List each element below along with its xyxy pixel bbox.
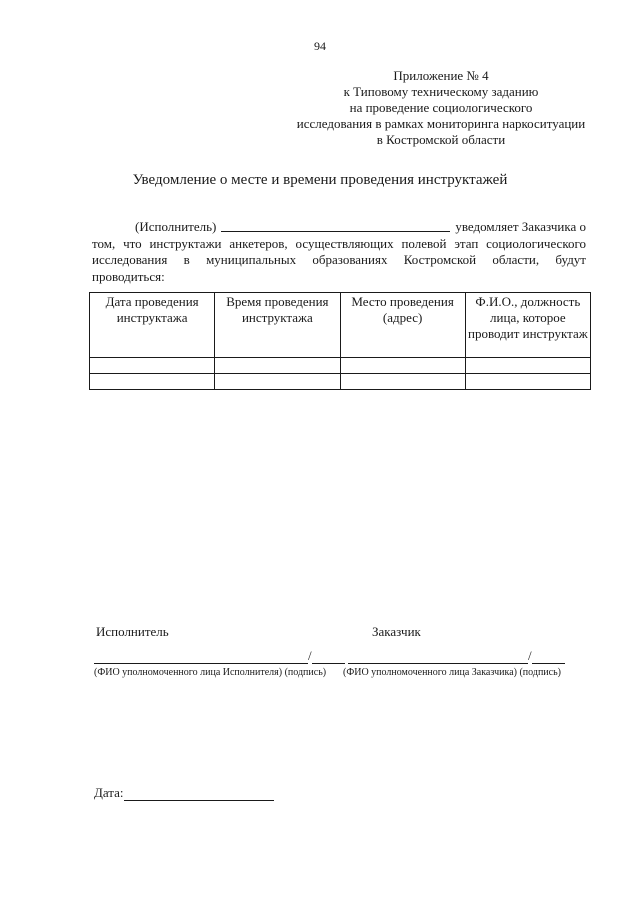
word: исследования xyxy=(92,252,168,267)
paragraph-line-4: проводиться: xyxy=(92,268,165,284)
annex-line: в Костромской области xyxy=(376,132,506,147)
header-person: Ф.И.О., должность лица, которое проводит инструктаж xyxy=(465,293,590,358)
table-cell[interactable] xyxy=(340,358,465,374)
signature-slash: / xyxy=(308,648,312,663)
header-time: Время проведения инструктажа xyxy=(215,293,340,358)
word: области, xyxy=(492,252,540,267)
executor-label: Исполнитель xyxy=(96,624,169,639)
customer-label: Заказчик xyxy=(372,624,421,639)
table-row xyxy=(90,374,591,390)
word: осуществляющих xyxy=(295,235,394,251)
table-header-row xyxy=(90,293,591,358)
table-cell[interactable] xyxy=(465,358,590,374)
date-blank[interactable] xyxy=(124,787,274,801)
table-cell[interactable] xyxy=(90,358,215,374)
table-cell[interactable] xyxy=(90,374,215,390)
table-row xyxy=(90,358,591,374)
page-number: 94 xyxy=(314,39,326,53)
executor-name-blank[interactable] xyxy=(221,219,450,232)
briefing-table xyxy=(89,292,591,390)
word: анкетеров, xyxy=(229,235,288,251)
header-place: Место проведения (адрес) xyxy=(340,293,465,358)
document-title: Уведомление о месте и времени проведения инструктажей xyxy=(132,172,508,188)
paragraph-line-1 xyxy=(92,219,586,236)
executor-placeholder: (Исполнитель) xyxy=(135,219,217,234)
table-cell[interactable] xyxy=(465,374,590,390)
table-cell[interactable] xyxy=(215,358,340,374)
word: Костромской xyxy=(403,252,477,267)
word: что xyxy=(123,235,142,251)
customer-signature-blank[interactable] xyxy=(532,650,565,664)
date-line xyxy=(94,785,274,801)
paragraph-line-2 xyxy=(92,236,586,253)
annex-header xyxy=(290,68,592,148)
word: полевой xyxy=(401,235,447,251)
executor-signature-line xyxy=(94,648,345,664)
header-date: Дата проведения инструктажа xyxy=(90,293,215,358)
word: этап xyxy=(454,235,479,251)
table-cell[interactable] xyxy=(340,374,465,390)
word: будут xyxy=(555,252,586,267)
date-label: Дата: xyxy=(94,785,124,800)
word: муниципальных xyxy=(206,252,297,267)
word: образованиях xyxy=(312,252,388,267)
customer-signature-line xyxy=(348,648,565,664)
paragraph-line-1-end: уведомляет Заказчика о xyxy=(455,219,586,234)
notice-paragraph xyxy=(92,219,586,285)
annex-line: на проведение социологического xyxy=(349,100,533,115)
customer-name-blank[interactable] xyxy=(348,650,528,664)
word: социологического xyxy=(486,235,586,251)
word: инструктажи xyxy=(149,235,222,251)
annex-line: к Типовому техническому заданию xyxy=(343,84,539,99)
annex-line: исследования в рамках мониторинга наркоситуации xyxy=(296,116,586,131)
word: в xyxy=(183,252,190,267)
signature-slash: / xyxy=(528,648,532,663)
word: том, xyxy=(92,235,116,251)
annex-line: Приложение № 4 xyxy=(393,68,489,83)
executor-signature-blank[interactable] xyxy=(312,650,345,664)
customer-caption: (ФИО уполномоченного лица Заказчика) (подпись) xyxy=(343,667,561,678)
table-cell[interactable] xyxy=(215,374,340,390)
executor-caption: (ФИО уполномоченного лица Исполнителя) (подпись) xyxy=(94,667,327,678)
paragraph-line-3 xyxy=(92,252,586,269)
executor-name-blank[interactable] xyxy=(94,650,308,664)
